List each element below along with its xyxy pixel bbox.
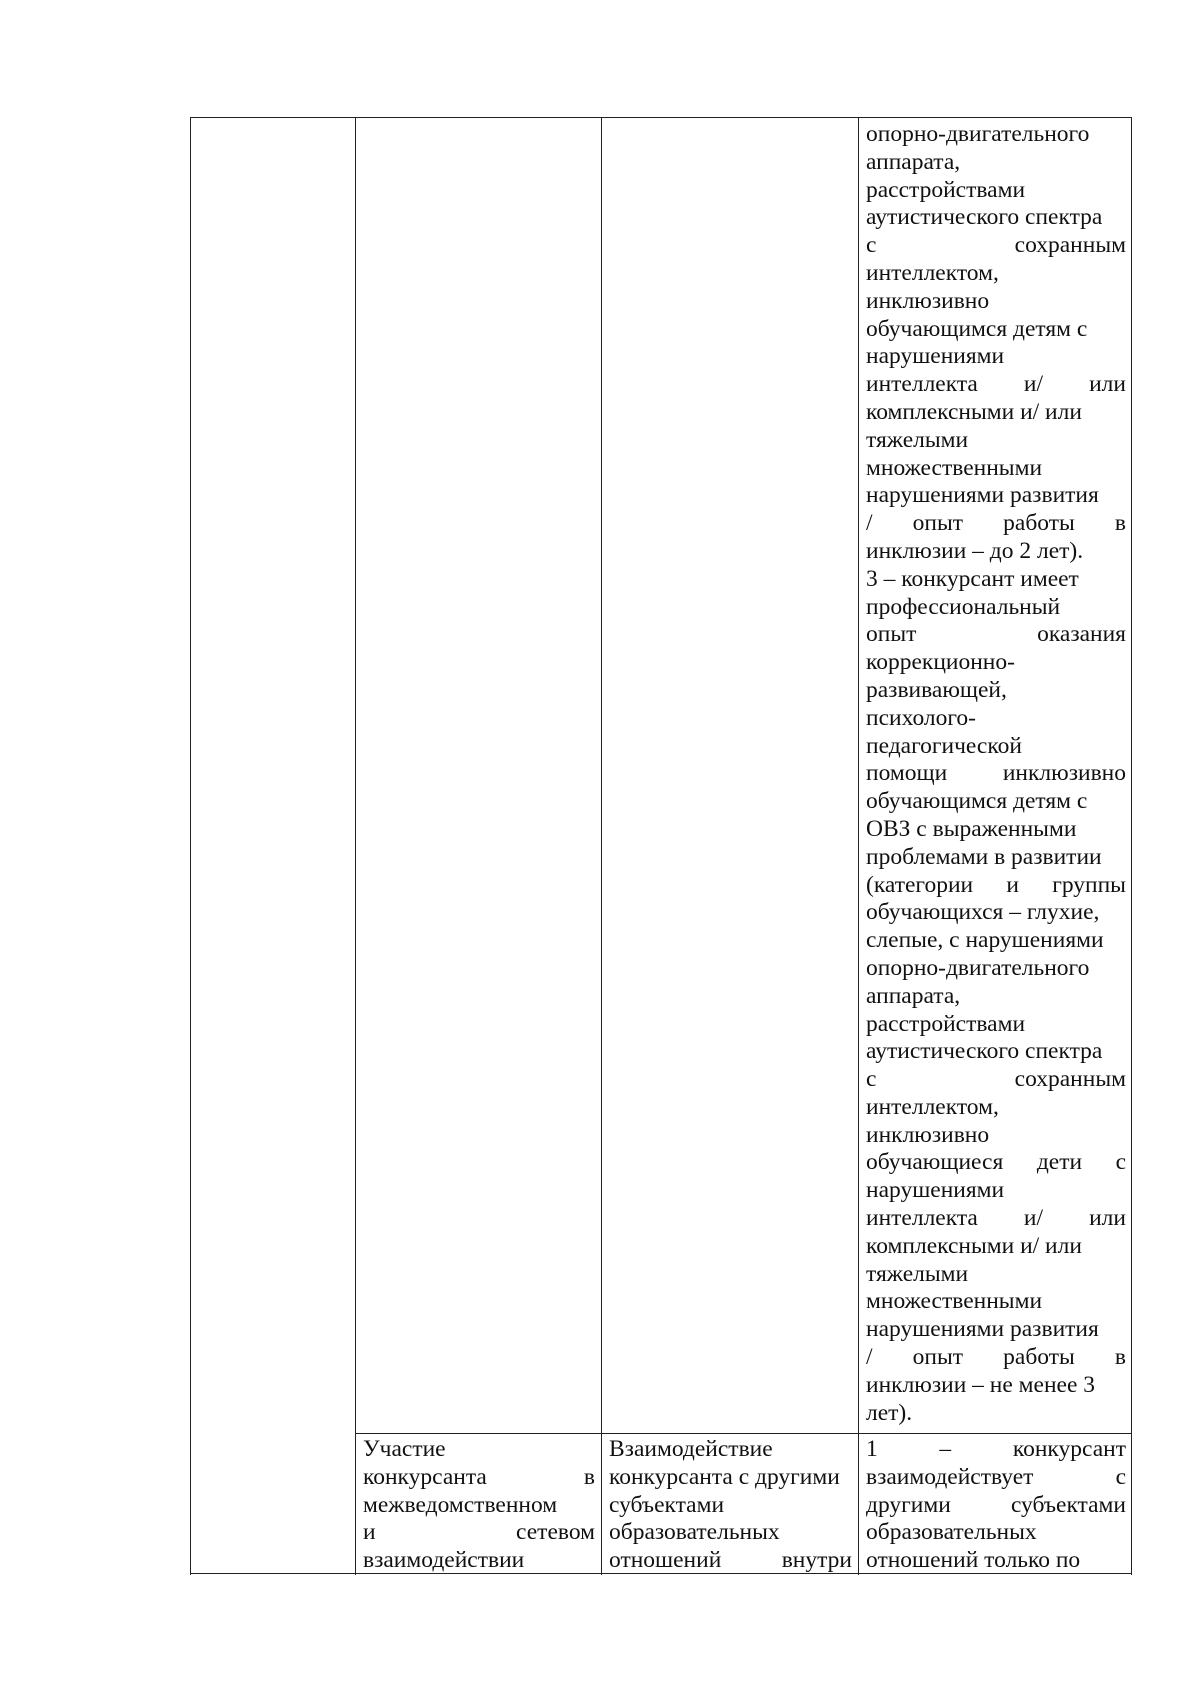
text-line: интеллектом, (866, 259, 999, 286)
text-line (363, 1464, 595, 1492)
word: / (866, 1344, 873, 1371)
text-line: нарушениями развития (866, 482, 1099, 509)
word: группы (1052, 871, 1126, 898)
text-line: слепые, с нарушениями (866, 927, 1104, 954)
text-line: ОВЗ с выраженными (866, 815, 1077, 842)
text-line: множественными (866, 1288, 1043, 1315)
text-line: нарушениями развития (866, 1316, 1099, 1343)
word: сохранным (1014, 232, 1126, 259)
text-line: множественными (866, 454, 1043, 481)
word: с (1115, 1463, 1126, 1490)
word: (категории (866, 871, 974, 898)
word: в (1114, 510, 1126, 537)
text-line (866, 1149, 1126, 1177)
text-line (866, 1066, 1126, 1094)
indicator-description (609, 1436, 852, 1575)
text-line: инклюзивно (866, 1121, 990, 1148)
text-line: Участие (363, 1436, 446, 1462)
word: оказания (1037, 621, 1126, 648)
criteria-text-block (866, 121, 1126, 1427)
word: работы (1003, 1344, 1075, 1371)
word: – (939, 1436, 952, 1462)
word: опыт (912, 1344, 964, 1371)
text-line (866, 621, 1126, 649)
word: инклюзивно (1002, 760, 1126, 787)
text-line: психолого- (866, 704, 976, 731)
text-line: обучающихся – глухие, (866, 899, 1100, 926)
text-line (866, 872, 1126, 900)
text-line: образовательных (866, 1519, 1037, 1546)
text-line: субъектами (609, 1491, 725, 1518)
text-line: комплексными и/ или (866, 398, 1082, 425)
word: субъектами (1010, 1491, 1126, 1518)
word: опыт (866, 621, 917, 648)
text-line: профессиональный (866, 593, 1061, 620)
text-line (866, 232, 1126, 260)
row2-col2-cell (357, 1436, 601, 1575)
text-line: нарушениями (866, 1177, 1005, 1204)
text-line (866, 1492, 1126, 1520)
word: или (1089, 371, 1126, 398)
text-line: тяжелыми (866, 426, 969, 453)
text-line (866, 1436, 1126, 1464)
criteria-table (190, 117, 1132, 1575)
word: сетевом (516, 1519, 595, 1546)
text-line: коррекционно- (866, 649, 1015, 676)
row-divider (355, 1433, 1131, 1434)
word: работы (1003, 510, 1075, 537)
text-line: взаимодействии (363, 1547, 525, 1574)
text-line: нарушениями (866, 343, 1005, 370)
text-line: образовательных (609, 1519, 780, 1546)
text-line: расстройствами (866, 176, 1026, 203)
word: внутри (781, 1547, 852, 1574)
text-line: инклюзии – до 2 лет). (866, 537, 1084, 564)
text-line: тяжелыми (866, 1260, 969, 1287)
row1-col4-cell (860, 121, 1132, 1427)
word: другими (866, 1491, 951, 1518)
text-line (866, 1205, 1126, 1233)
text-line: лет). (866, 1399, 913, 1426)
text-line (866, 510, 1126, 538)
word: дети (1036, 1149, 1083, 1176)
text-line: проблемами в развитии (866, 843, 1102, 870)
word: в (583, 1463, 595, 1490)
text-line (609, 1547, 852, 1575)
text-line: инклюзивно (866, 287, 990, 314)
text-line: развивающей, (866, 676, 1007, 703)
word: взаимодействует (866, 1463, 1034, 1490)
row2-col4-cell (860, 1436, 1132, 1575)
text-line: аппарата, (866, 148, 961, 175)
word: интеллекта (866, 1205, 978, 1232)
word: или (1089, 1205, 1126, 1232)
text-line: 3 – конкурсант имеет (866, 565, 1079, 592)
scoring-text-block (866, 1436, 1126, 1575)
word: с (1115, 1149, 1126, 1176)
word: и (1006, 871, 1019, 898)
word: и/ (1023, 371, 1044, 398)
text-line: опорно-двигательного (866, 954, 1090, 981)
row2-col3-cell (603, 1436, 858, 1575)
text-line: инклюзии – не менее 3 (866, 1371, 1096, 1398)
text-line: отношений только по (866, 1547, 1081, 1574)
column-divider-1 (355, 118, 356, 1575)
text-line: аутистического спектра (866, 204, 1103, 231)
text-line (363, 1519, 595, 1547)
word: отношений (609, 1547, 722, 1574)
criterion-name (363, 1436, 595, 1575)
text-line (866, 371, 1126, 399)
word: в (1114, 1344, 1126, 1371)
word: помощи (866, 760, 948, 787)
column-divider-3 (858, 118, 859, 1575)
text-line: межведомственном (363, 1491, 558, 1518)
column-divider-2 (601, 118, 602, 1575)
text-line: комплексными и/ или (866, 1232, 1082, 1259)
text-line: расстройствами (866, 1010, 1026, 1037)
word: с (866, 1066, 877, 1093)
word: с (866, 232, 877, 259)
text-line: Взаимодействие (609, 1436, 773, 1462)
word: конкурсант (1012, 1436, 1126, 1462)
word: 1 (866, 1436, 878, 1462)
text-line (866, 1344, 1126, 1372)
word: опыт (912, 510, 964, 537)
text-line (866, 1464, 1126, 1492)
word: интеллекта (866, 371, 978, 398)
word: / (866, 510, 873, 537)
text-line: обучающимся детям с (866, 315, 1088, 342)
word: и (363, 1519, 376, 1546)
text-line: аутистического спектра (866, 1038, 1103, 1065)
text-line: педагогической (866, 732, 1022, 759)
text-line: опорно-двигательного (866, 121, 1090, 147)
text-line: интеллектом, (866, 1093, 999, 1120)
text-line (866, 760, 1126, 788)
word: сохранным (1014, 1066, 1126, 1093)
text-line: обучающимся детям с (866, 788, 1088, 815)
word: обучающиеся (866, 1149, 1004, 1176)
word: конкурсанта (363, 1463, 487, 1490)
text-line: конкурсанта с другими (609, 1463, 840, 1490)
word: и/ (1023, 1205, 1044, 1232)
text-line: аппарата, (866, 982, 961, 1009)
